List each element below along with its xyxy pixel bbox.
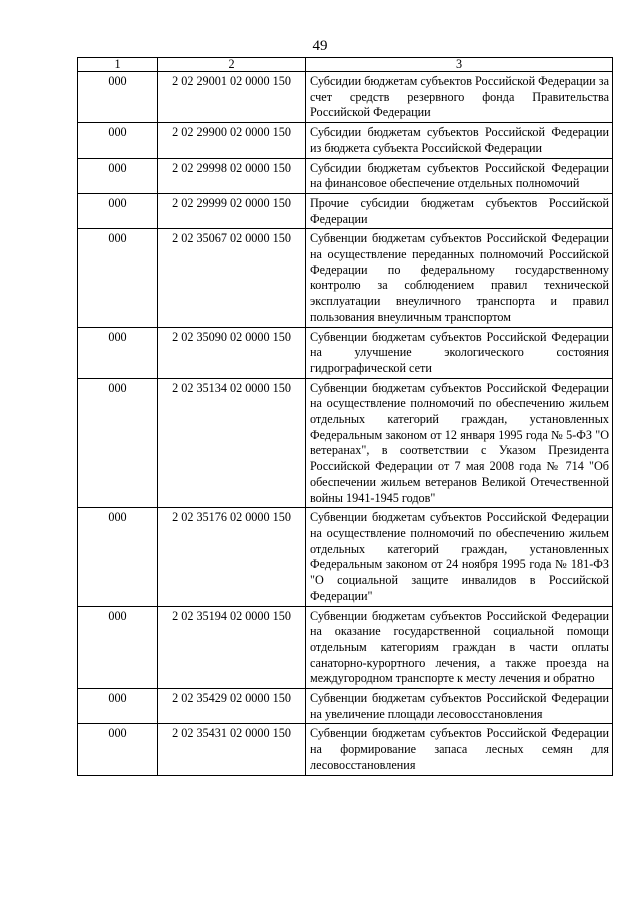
admin-code-cell: 000: [78, 229, 158, 327]
budget-revenue-table: [77, 57, 613, 776]
description-cell: Субвенции бюджетам субъектов Российской Федерации на осуществление полномочий по обеспечению жильем отдельных категорий граждан, установленных Федеральным законом от 24 ноября 1995 года № 181-ФЗ "О социальной защите инвалидов в Российской Федерации": [306, 508, 613, 606]
description-cell: Субвенции бюджетам субъектов Российской Федерации на оказание государственной социальной помощи отдельным категориям граждан в части оплаты санаторно-курортного лечения, а также проезда на междугородном транспорте к месту лечения и обратно: [306, 606, 613, 689]
revenue-code-cell: 2 02 35176 02 0000 150: [158, 508, 306, 606]
revenue-code-cell: 2 02 29900 02 0000 150: [158, 123, 306, 158]
description-cell: Субсидии бюджетам субъектов Российской Федерации из бюджета субъекта Российской Федерации: [306, 123, 613, 158]
column-header-3: 3: [306, 58, 613, 72]
admin-code-cell: 000: [78, 72, 158, 123]
column-header-1: 1: [78, 58, 158, 72]
admin-code-cell: 000: [78, 724, 158, 775]
revenue-code-cell: 2 02 35090 02 0000 150: [158, 327, 306, 378]
table-row: [78, 72, 613, 123]
description-cell: Субвенции бюджетам субъектов Российской Федерации на осуществление переданных полномочий Российской Федерации по федеральному государственному контролю за соблюдением правил технической эксплуатации внеуличного транспорта и правил пользования внеуличным транспортом: [306, 229, 613, 327]
description-cell: Субвенции бюджетам субъектов Российской Федерации на улучшение экологического состояния гидрографической сети: [306, 327, 613, 378]
admin-code-cell: 000: [78, 193, 158, 228]
admin-code-cell: 000: [78, 606, 158, 689]
revenue-code-cell: 2 02 29999 02 0000 150: [158, 193, 306, 228]
table-row: [78, 378, 613, 508]
table-row: [78, 193, 613, 228]
table-row: [78, 724, 613, 775]
revenue-code-cell: 2 02 35429 02 0000 150: [158, 689, 306, 724]
description-cell: Субсидии бюджетам субъектов Российской Федерации на финансовое обеспечение отдельных полномочий: [306, 158, 613, 193]
table-row: [78, 327, 613, 378]
revenue-code-cell: 2 02 35194 02 0000 150: [158, 606, 306, 689]
page-number: 49: [312, 38, 328, 54]
revenue-code-cell: 2 02 35431 02 0000 150: [158, 724, 306, 775]
revenue-code-cell: 2 02 29998 02 0000 150: [158, 158, 306, 193]
admin-code-cell: 000: [78, 508, 158, 606]
revenue-code-cell: 2 02 35067 02 0000 150: [158, 229, 306, 327]
table-row: [78, 229, 613, 327]
admin-code-cell: 000: [78, 123, 158, 158]
admin-code-cell: 000: [78, 689, 158, 724]
description-cell: Субвенции бюджетам субъектов Российской Федерации на осуществление полномочий по обеспечению жильем отдельных категорий граждан, установленных Федеральным законом от 12 января 1995 года № 5-ФЗ "О ветеранах", в соответствии с Указом Президента Российской Федерации от 7 мая 2008 года № 714 "Об обеспечении жильем ветеранов Великой Отечественной войны 1941-1945 годов": [306, 378, 613, 508]
revenue-code-cell: 2 02 29001 02 0000 150: [158, 72, 306, 123]
description-cell: Субсидии бюджетам субъектов Российской Федерации за счет средств резервного фонда Правительства Российской Федерации: [306, 72, 613, 123]
column-header-2: 2: [158, 58, 306, 72]
admin-code-cell: 000: [78, 327, 158, 378]
table-row: [78, 606, 613, 689]
revenue-code-cell: 2 02 35134 02 0000 150: [158, 378, 306, 508]
admin-code-cell: 000: [78, 158, 158, 193]
table-row: [78, 508, 613, 606]
description-cell: Прочие субсидии бюджетам субъектов Российской Федерации: [306, 193, 613, 228]
admin-code-cell: 000: [78, 378, 158, 508]
description-cell: Субвенции бюджетам субъектов Российской Федерации на увеличение площади лесовосстановления: [306, 689, 613, 724]
table-header-row: [78, 58, 613, 72]
description-cell: Субвенции бюджетам субъектов Российской Федерации на формирование запаса лесных семян для лесовосстановления: [306, 724, 613, 775]
table-row: [78, 158, 613, 193]
table-row: [78, 123, 613, 158]
table-row: [78, 689, 613, 724]
